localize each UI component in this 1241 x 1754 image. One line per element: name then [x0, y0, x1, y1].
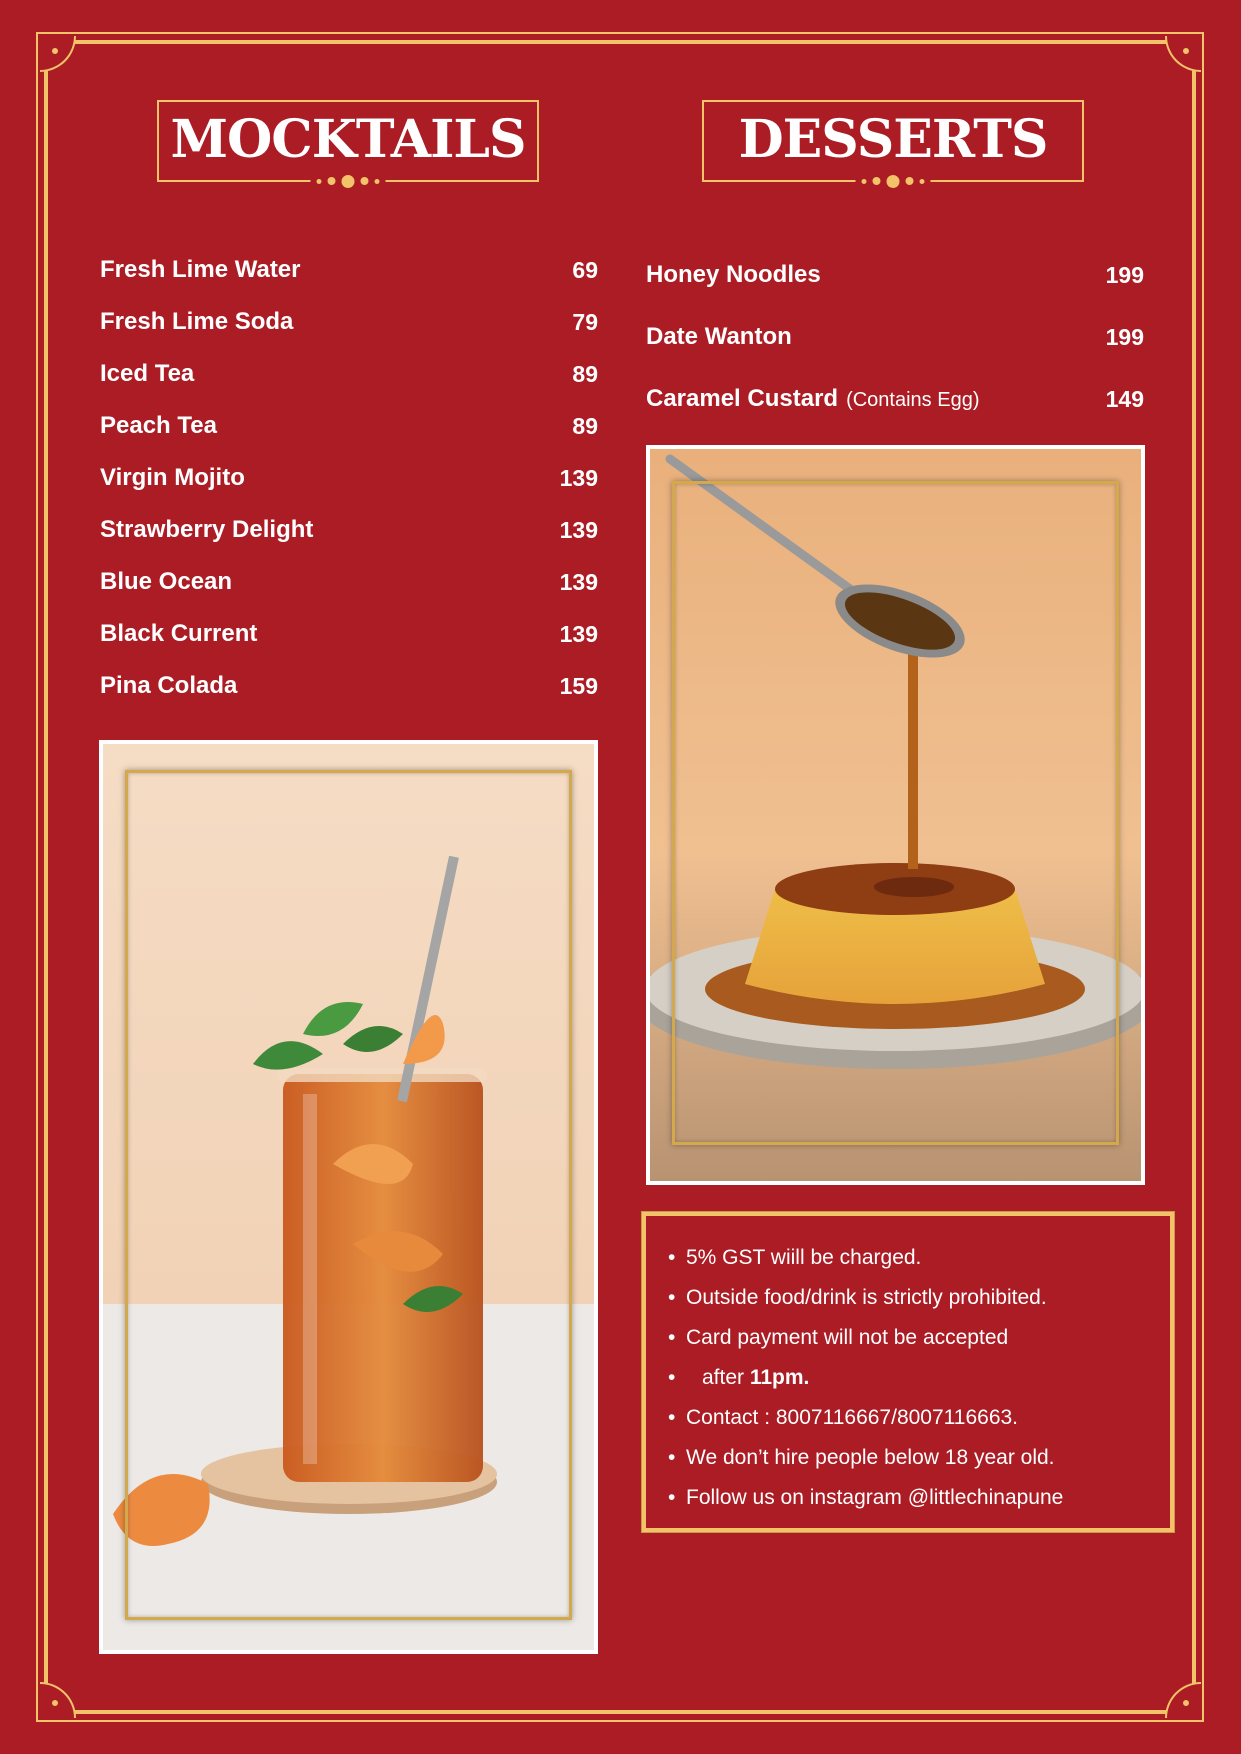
dessert-note: (Contains Egg) [846, 389, 980, 411]
mocktail-price: 79 [572, 308, 598, 335]
mocktail-item [100, 504, 598, 556]
dessert-price: 149 [1105, 385, 1144, 412]
note-card-payment: • Card payment will not be accepted [668, 1318, 1150, 1358]
mocktail-item [100, 348, 598, 400]
mocktail-item [100, 244, 598, 296]
mocktail-item [100, 452, 598, 504]
menu-notes-box [642, 1212, 1174, 1532]
mocktail-name: Fresh Lime Water [100, 256, 301, 283]
dessert-name-wrap [646, 261, 821, 289]
mocktail-name: Peach Tea [100, 412, 217, 439]
caramel-custard-photo [646, 445, 1145, 1185]
desserts-list [646, 244, 1144, 430]
mocktail-item [100, 660, 598, 712]
dessert-name-wrap [646, 323, 792, 351]
mocktail-name: Strawberry Delight [100, 516, 314, 543]
desserts-title: DESSERTS [738, 108, 1048, 170]
mocktails-title: MOCKTAILS [170, 108, 526, 170]
note-contact: • Contact : 8007116667/8007116663. [668, 1398, 1150, 1438]
mocktail-price: 89 [572, 360, 598, 387]
dessert-price: 199 [1105, 261, 1144, 288]
peach-tea-photo [99, 740, 598, 1654]
dessert-item [646, 244, 1144, 306]
mocktail-price: 139 [559, 516, 598, 543]
mocktail-item [100, 400, 598, 452]
mocktail-item [100, 608, 598, 660]
dessert-name: Date Wanton [646, 323, 792, 350]
mocktails-heading [157, 100, 539, 182]
heading-dots-ornament [856, 174, 931, 188]
mocktail-name: Pina Colada [100, 672, 238, 699]
mocktail-price: 139 [559, 464, 598, 491]
card-after-prefix: after [702, 1366, 750, 1389]
note-instagram: • Follow us on instagram @littlechinapune [668, 1478, 1150, 1518]
card-after-time: 11pm. [749, 1366, 810, 1389]
dessert-name-wrap [646, 385, 979, 413]
mocktail-name: Fresh Lime Soda [100, 308, 294, 335]
mocktail-price: 139 [559, 568, 598, 595]
dessert-item [646, 368, 1144, 430]
note-outside-food: • Outside food/drink is strictly prohibited. [668, 1278, 1150, 1318]
note-card-payment-time [668, 1358, 1150, 1398]
mocktail-name: Iced Tea [100, 360, 195, 387]
note-hiring: • We don’t hire people below 18 year old. [668, 1438, 1150, 1478]
mocktail-item [100, 296, 598, 348]
mocktail-name: Virgin Mojito [100, 464, 245, 491]
dessert-item [646, 306, 1144, 368]
mocktail-price: 69 [572, 256, 598, 283]
dessert-name: Caramel Custard [646, 385, 839, 412]
note-gst: • 5% GST wiill be charged. [668, 1238, 1150, 1278]
mocktail-name: Black Current [100, 620, 258, 647]
mocktail-name: Blue Ocean [100, 568, 233, 595]
mocktails-list [100, 244, 598, 712]
dessert-name: Honey Noodles [646, 261, 821, 288]
mocktail-price: 139 [559, 620, 598, 647]
dessert-price: 199 [1105, 323, 1144, 350]
desserts-heading [702, 100, 1084, 182]
heading-dots-ornament [311, 174, 386, 188]
mocktail-price: 159 [559, 672, 598, 699]
mocktail-item [100, 556, 598, 608]
mocktail-price: 89 [572, 412, 598, 439]
